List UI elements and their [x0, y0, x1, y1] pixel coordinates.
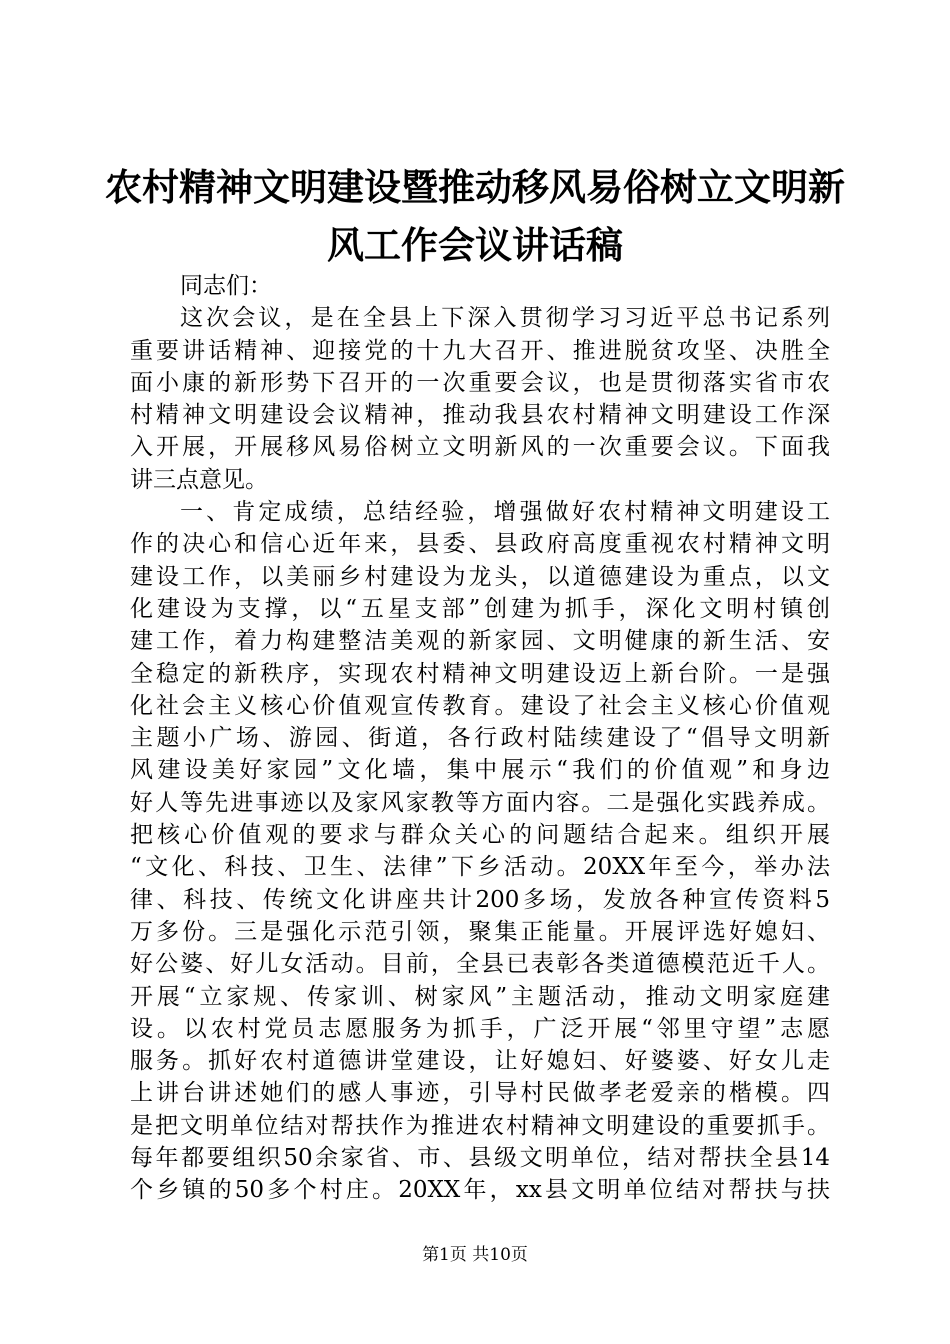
- body-line: 服务。抓好农村道德讲堂建设，让好媳妇、好婆婆、好女儿走: [130, 1048, 830, 1075]
- body-line: 是把文明单位结对帮扶作为推进农村精神文明建设的重要抓手。: [130, 1112, 830, 1139]
- body-line: 一、肯定成绩，总结经验，增强做好农村精神文明建设工: [180, 499, 830, 526]
- body-line: 建工作，着力构建整洁美观的新家园、文明健康的新生活、安: [130, 628, 830, 655]
- body-line: 建设工作，以美丽乡村建设为龙头，以道德建设为重点，以文: [130, 563, 830, 590]
- body-line: 设。以农村党员志愿服务为抓手，广泛开展“邻里守望”志愿: [130, 1015, 830, 1042]
- salutation: 同志们：: [180, 273, 272, 299]
- body-line: 把核心价值观的要求与群众关心的问题结合起来。组织开展: [130, 822, 830, 849]
- body-line: 化建设为支撑，以“五星支部”创建为抓手，深化文明村镇创: [130, 595, 830, 622]
- body-line: 化社会主义核心价值观宣传教育。建设了社会主义核心价值观: [130, 692, 830, 719]
- body-line: 律、科技、传统文化讲座共计200多场，发放各种宣传资料5: [130, 886, 830, 913]
- body-line: 上讲台讲述她们的感人事迹，引导村民做孝老爱亲的楷模。四: [130, 1080, 830, 1107]
- body-line: 主题小广场、游园、街道，各行政村陆续建设了“倡导文明新: [130, 725, 830, 752]
- body-line: 风建设美好家园”文化墙，集中展示“我们的价值观”和身边: [130, 757, 830, 784]
- body-line: 讲三点意见。: [130, 466, 268, 493]
- document-body: [130, 270, 830, 1207]
- body-line: 个乡镇的50多个村庄。20XX年，xx县文明单位结对帮扶与扶: [130, 1177, 830, 1204]
- body-line: 全稳定的新秩序，实现农村精神文明建设迈上新台阶。一是强: [130, 660, 830, 687]
- body-line: “文化、科技、卫生、法律”下乡活动。20XX年至今，举办法: [130, 854, 830, 881]
- body-line: 入开展，开展移风易俗树立文明新风的一次重要会议。下面我: [130, 434, 830, 461]
- body-line: 这次会议，是在全县上下深入贯彻学习习近平总书记系列: [180, 305, 830, 332]
- body-line: 万多份。三是强化示范引领，聚集正能量。开展评选好媳妇、: [130, 918, 830, 945]
- body-line: 作的决心和信心近年来，县委、县政府高度重视农村精神文明: [130, 531, 830, 558]
- document-title: [100, 158, 850, 274]
- title-line-1: 农村精神文明建设暨推动移风易俗树立文明新: [105, 165, 845, 209]
- body-line: 开展“立家规、传家训、树家风”主题活动，推动文明家庭建: [130, 983, 830, 1010]
- body-line: 好公婆、好儿女活动。目前，全县已表彰各类道德模范近千人。: [130, 951, 830, 978]
- body-line: 村精神文明建设会议精神，推动我县农村精神文明建设工作深: [130, 402, 830, 429]
- body-line: 重要讲话精神、迎接党的十九大召开、推进脱贫攻坚、决胜全: [130, 337, 830, 364]
- body-line: 好人等先进事迹以及家风家教等方面内容。二是强化实践养成。: [130, 789, 830, 816]
- body-line: 面小康的新形势下召开的一次重要会议，也是贯彻落实省市农: [130, 369, 830, 396]
- title-line-2: 风工作会议讲话稿: [327, 223, 623, 267]
- page-footer: 第1页 共10页: [422, 1245, 528, 1265]
- body-line: 每年都要组织50余家省、市、县级文明单位，结对帮扶全县14: [130, 1145, 830, 1172]
